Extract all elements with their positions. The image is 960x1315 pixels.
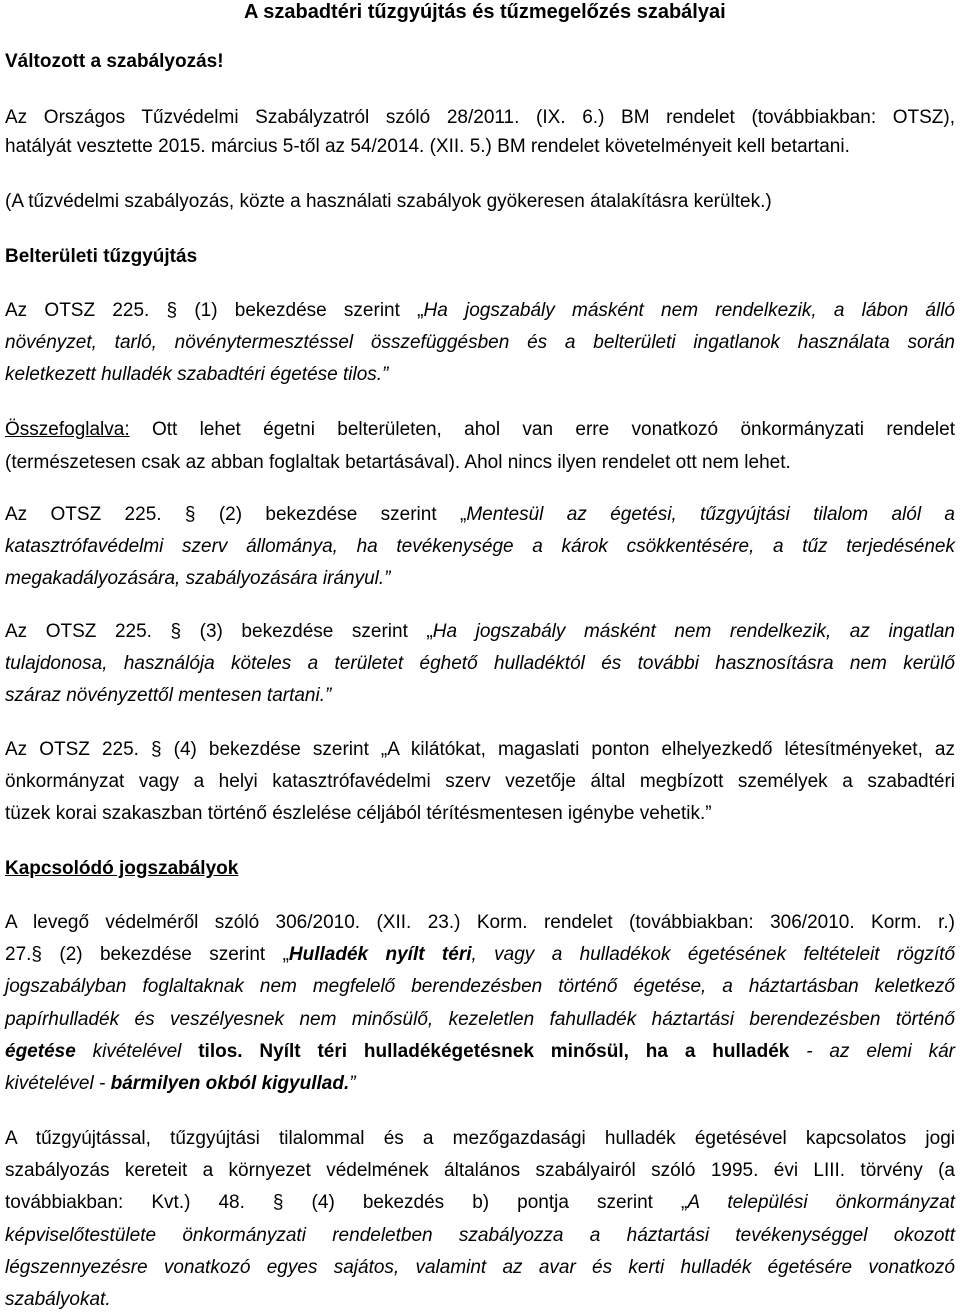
p6-prefix: továbbiakban: Kvt.) 48. § (4) bekezdés b) pontja szerint „ bbox=[5, 1192, 688, 1213]
p4-line-3: tüzek korai szakaszban történő észlelése céljából térítésmentesen igénybe vehetik.” bbox=[5, 803, 712, 824]
p3-line-2: tulajdonosa, használója köteles a területet éghető hulladéktól és további hasznosításra nem kerülő bbox=[5, 653, 955, 674]
p3-prefix: Az OTSZ 225. § (3) bekezdése szerint „ bbox=[5, 621, 433, 642]
p6-line-6: szabályokat. bbox=[5, 1289, 111, 1310]
intro-line-1: Az Országos Tűzvédelmi Szabályzatról szóló 28/2011. (IX. 6.) BM rendelet (továbbiakban: OTSZ), bbox=[5, 107, 955, 128]
p2-quote: Mentesül az égetési, tűzgyújtási tilalom alól a bbox=[466, 504, 955, 525]
p6-line-5: légszennyezésre vonatkozó egyes sajátos, valamint az avar és kerti hulladék égetésére vonatkozó bbox=[5, 1257, 955, 1278]
p5-l5-b: kivételével bbox=[75, 1041, 199, 1062]
related-heading: Kapcsolódó jogszabályok bbox=[5, 858, 239, 879]
p4-line-1: Az OTSZ 225. § (4) bekezdése szerint „A kilátókat, magaslati ponton elhelyezkedő létesítményeket, az bbox=[5, 739, 955, 760]
p4-line-2: önkormányzat vagy a helyi katasztrófavédelmi szerv vezetője által megbízott személyek a szabadtéri bbox=[5, 771, 955, 792]
p5-l5-d: - az elemi kár bbox=[789, 1041, 955, 1062]
summary-line-1 bbox=[5, 418, 955, 442]
p5-prefix: 27.§ (2) bekezdése szerint „ bbox=[5, 944, 289, 965]
p1-line-3: keletkezett hulladék szabadtéri égetése tilos.” bbox=[5, 364, 389, 385]
p5-l6-b: bármilyen okból kigyullad. bbox=[110, 1073, 350, 1094]
p5-line-6 bbox=[5, 1072, 955, 1096]
p2-line-3: megakadályozására, szabályozására irányul.” bbox=[5, 568, 391, 589]
p3-line-3: száraz növényzettől mentesen tartani.” bbox=[5, 685, 332, 706]
p1-prefix: Az OTSZ 225. § (1) bekezdése szerint „ bbox=[5, 300, 424, 321]
p5-line-2 bbox=[5, 943, 955, 967]
p5-rest: , vagy a hulladékok égetésének feltételeit rögzítő bbox=[471, 944, 956, 965]
p6-line-3 bbox=[5, 1191, 955, 1215]
p6-line-4: képviselőtestülete önkormányzati rendeletben szabályozza a háztartási tevékenységgel okozott bbox=[5, 1225, 955, 1246]
p5-bold: Hulladék nyílt téri bbox=[288, 944, 472, 965]
p6-line-1: A tűzgyújtással, tűzgyújtási tilalommal és a mezőgazdasági hulladék égetésével kapcsolatos jogi bbox=[5, 1128, 955, 1149]
p2-line-2: katasztrófavédelmi szerv állománya, ha tevékenysége a károk csökkentésére, a tűz terjedésének bbox=[5, 536, 955, 557]
p5-line-5 bbox=[5, 1040, 955, 1064]
p5-l5-c: tilos. Nyílt téri hulladékégetésnek minősül, ha a hulladék bbox=[198, 1041, 790, 1062]
intro-line-2: hatályát vesztette 2015. március 5-től az 54/2014. (XII. 5.) BM rendelet követelményeit kell betartani. bbox=[5, 136, 850, 157]
summary-label: Összefoglalva: bbox=[5, 419, 130, 440]
section-heading: Belterületi tűzgyújtás bbox=[5, 246, 198, 267]
p6-line-2: szabályozás kereteit a környezet védelmének általános szabályairól szóló 1995. évi LIII. törvény (a bbox=[5, 1160, 955, 1181]
p5-line-1: A levegő védelméről szóló 306/2010. (XII. 23.) Korm. rendelet (továbbiakban: 306/2010. Korm. r.) bbox=[5, 912, 955, 933]
p5-l6-a: kivételével - bbox=[5, 1073, 111, 1094]
summary-line-2: (természetesen csak az abban foglaltak betartásával). Ahol nincs ilyen rendelet ott nem lehet. bbox=[5, 452, 791, 473]
p1-line-2: növényzet, tarló, növénytermesztéssel összefüggésben és a belterületi ingatlanok használata során bbox=[5, 332, 955, 353]
intro-note: (A tűzvédelmi szabályozás, közte a használati szabályok gyökeresen átalakításra kerültek.) bbox=[5, 191, 772, 212]
p6-quote: A települési önkormányzat bbox=[687, 1192, 955, 1213]
document-title: A szabadtéri tűzgyújtás és tűzmegelőzés szabályai bbox=[244, 1, 726, 23]
p5-line-4: papírhulladék és veszélyesnek nem minősülő, kezeletlen fahulladék háztartási berendezésben történő bbox=[5, 1009, 955, 1030]
p5-l5-a: égetése bbox=[5, 1041, 76, 1062]
p2-prefix: Az OTSZ 225. § (2) bekezdése szerint „ bbox=[5, 504, 467, 525]
p5-line-3: jogszabályban foglaltaknak nem megfelelő berendezésben történő égetése, a háztartásban keletkező bbox=[5, 976, 955, 997]
p1-line-1 bbox=[5, 299, 955, 323]
p3-line-1 bbox=[5, 620, 955, 644]
summary-text: Ott lehet égetni belterületen, ahol van erre vonatkozó önkormányzati rendelet bbox=[129, 419, 955, 440]
p2-line-1 bbox=[5, 503, 955, 527]
p5-l6-c: ” bbox=[349, 1073, 356, 1094]
p1-quote: Ha jogszabály másként nem rendelkezik, a lábon álló bbox=[423, 300, 955, 321]
change-notice: Változott a szabályozás! bbox=[5, 51, 224, 72]
p3-quote: Ha jogszabály másként nem rendelkezik, az ingatlan bbox=[432, 621, 955, 642]
